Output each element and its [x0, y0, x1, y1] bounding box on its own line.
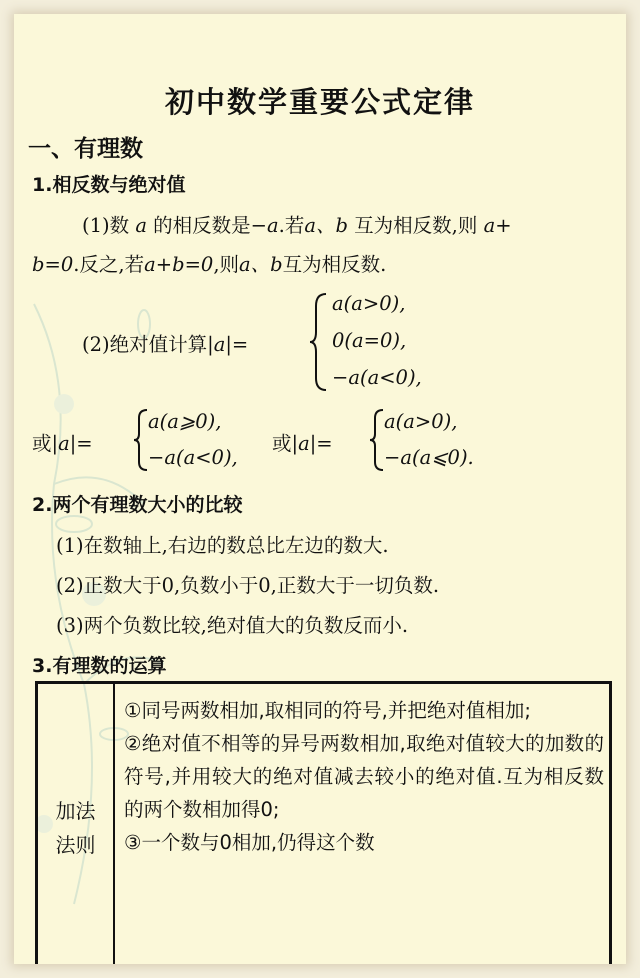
text-fragment: (1)数	[82, 214, 130, 237]
text-fragment: |=	[225, 333, 249, 356]
case-3-1: a(a>0),	[384, 410, 458, 433]
comparison-item-1: (1)在数轴上,右边的数总比左边的数大.	[56, 534, 389, 557]
text-fragment: 或|	[32, 432, 59, 455]
rule-item-2: ②绝对值不相等的异号两数相加,取绝对值较大的加数的符号,并用较大的绝对值减去较小的绝对值.互为相反数的两个数相加得0;	[124, 732, 604, 821]
or-label-2	[272, 428, 333, 456]
text-fragment: |=	[309, 432, 333, 455]
math-var: a	[58, 432, 70, 455]
rule-item-1: ①同号两数相加,取相同的符号,并把绝对值相加;	[124, 699, 531, 722]
math-var: a	[267, 214, 279, 237]
math-var: a	[298, 432, 310, 455]
rule-label-line-1: 加法	[55, 799, 96, 823]
table-divider	[113, 684, 115, 964]
paper-sheet	[14, 14, 626, 964]
abs-value-label	[82, 329, 248, 357]
page-title: 初中数学重要公式定律	[164, 85, 475, 119]
subsection-heading-1: 1.相反数与绝对值	[32, 174, 186, 196]
case-1-2: 0(a=0),	[332, 329, 407, 352]
or-label-1	[32, 428, 93, 456]
math-expr: a+b=0	[144, 253, 214, 276]
math-var: a	[213, 333, 226, 356]
math-expr: b=0	[32, 253, 74, 276]
text-fragment: 互为相反数.	[282, 253, 387, 276]
case-3-2: −a(a⩽0).	[384, 446, 474, 469]
addition-rule-table	[35, 681, 612, 964]
math-expr: a、b	[304, 214, 348, 237]
case-2-1: a(a⩾0),	[148, 410, 222, 433]
comparison-item-3: (3)两个负数比较,绝对值大的负数反而小.	[56, 614, 409, 637]
case-1-1: a(a>0),	[332, 292, 406, 315]
text-fragment: 或|	[272, 432, 299, 455]
case-2-2: −a(a<0),	[148, 446, 238, 469]
math-expr: a、b	[239, 253, 283, 276]
subsection-heading-3: 3.有理数的运算	[32, 655, 167, 677]
rule-text	[124, 694, 604, 859]
text-fragment: .反之,若	[73, 253, 145, 276]
text-fragment: ,则	[213, 253, 240, 276]
text-fragment: .若	[278, 214, 305, 237]
subsection-heading-2: 2.两个有理数大小的比较	[32, 494, 243, 516]
text-fragment: |=	[69, 432, 93, 455]
text-fragment: 的相反数是−	[153, 214, 268, 237]
case-1-3: −a(a<0),	[332, 366, 422, 389]
paragraph-opposite-line-2	[32, 249, 386, 277]
rule-item-3: ③一个数与0相加,仍得这个数	[124, 831, 375, 854]
rule-label-line-2: 法则	[55, 833, 96, 857]
math-expr: a+	[483, 214, 512, 237]
section-heading: 一、有理数	[28, 136, 143, 162]
math-var: a	[135, 214, 147, 237]
text-fragment: (2)绝对值计算|	[82, 333, 214, 356]
text-fragment: 互为相反数,则	[354, 214, 478, 237]
left-brace-icon	[310, 292, 330, 392]
rule-label	[38, 794, 113, 862]
comparison-item-2: (2)正数大于0,负数小于0,正数大于一切负数.	[56, 574, 440, 597]
paragraph-opposite-line-1	[82, 210, 512, 238]
